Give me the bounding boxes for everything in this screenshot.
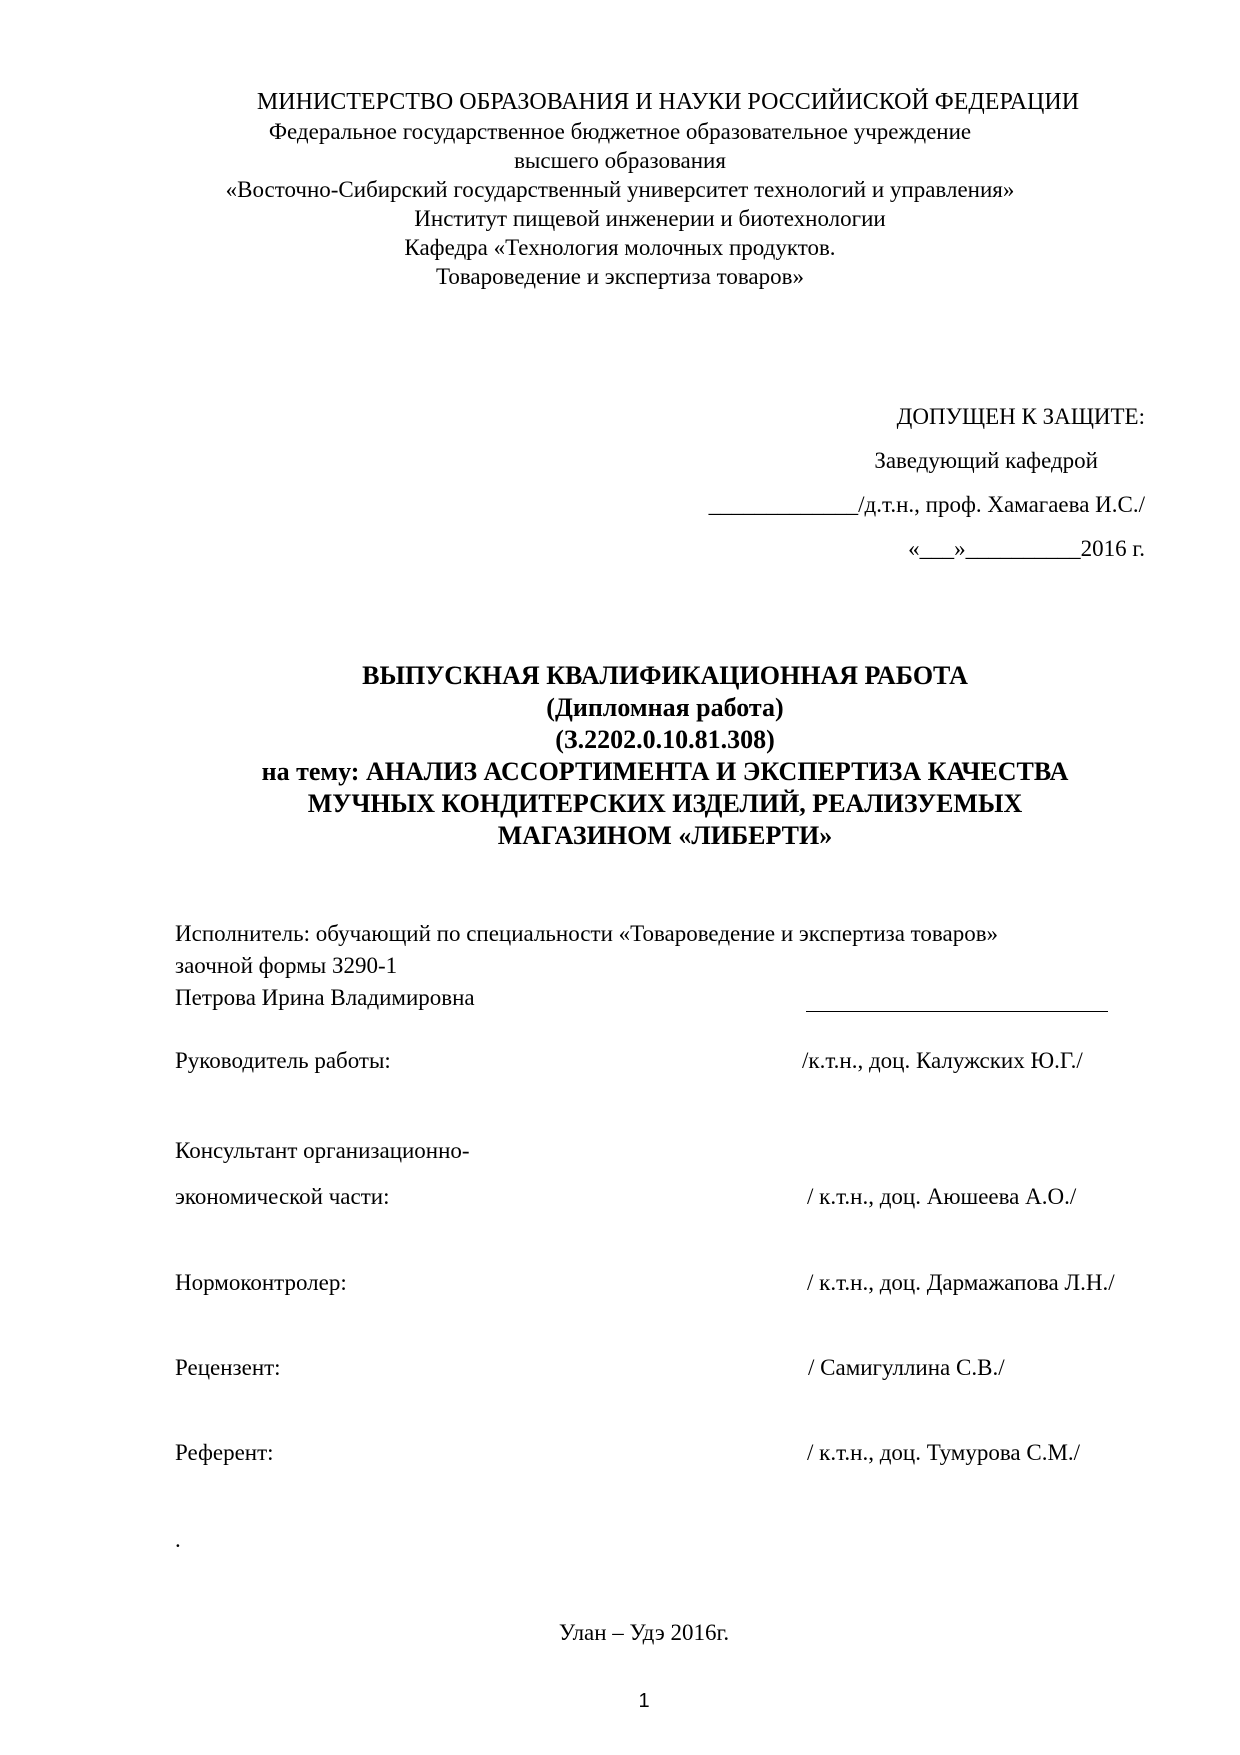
thesis-topic-line-3: МАГАЗИНОМ «ЛИБЕРТИ» bbox=[497, 821, 833, 850]
consultant-value: / к.т.н., доц. Аюшеева А.О./ bbox=[807, 1184, 1077, 1209]
institution-type: Федеральное государственное бюджетное образовательное учреждение bbox=[268, 119, 972, 144]
performer-line-1: Исполнитель: обучающий по специальности «Товароведение и экспертиза товаров» bbox=[175, 921, 999, 946]
reviewer-label: Рецензент: bbox=[175, 1355, 281, 1380]
head-signature-line: _____________/д.т.н., проф. Хамагаева И.С./ bbox=[708, 492, 1145, 517]
stray-dot: . bbox=[175, 1527, 181, 1552]
consultant-label-2: экономической части: bbox=[175, 1184, 390, 1209]
thesis-title-block bbox=[0, 660, 1240, 852]
header-block bbox=[0, 88, 1240, 291]
department-line-2: Товароведение и экспертиза товаров» bbox=[436, 264, 804, 289]
admitted-to-defense: ДОПУЩЕН К ЗАЩИТЕ: bbox=[896, 404, 1145, 429]
education-level: высшего образования bbox=[514, 148, 726, 173]
institute-name: Институт пищевой инженерии и биотехнологии bbox=[414, 206, 886, 231]
reviewer-value: / Самигуллина С.В./ bbox=[808, 1355, 1005, 1380]
performer-line-2: заочной формы З290-1 bbox=[175, 953, 398, 978]
supervisor-value: /к.т.н., доц. Калужских Ю.Г./ bbox=[802, 1048, 1083, 1073]
ministry-name: МИНИСТЕРСТВО ОБРАЗОВАНИЯ И НАУКИ РОССИЙИСКОЙ ФЕДЕРАЦИИ bbox=[256, 89, 1080, 115]
consultant-label-1: Консультант организационно- bbox=[175, 1138, 470, 1163]
head-of-department-title: Заведующий кафедрой bbox=[874, 448, 1098, 473]
performer-signature-line bbox=[806, 1011, 1108, 1012]
page-number: 1 bbox=[638, 1690, 650, 1712]
norm-controller-label: Нормоконтролер: bbox=[175, 1270, 347, 1295]
thesis-subtype: (Дипломная работа) bbox=[546, 693, 784, 722]
thesis-type: ВЫПУСКНАЯ КВАЛИФИКАЦИОННАЯ РАБОТА bbox=[362, 661, 968, 690]
thesis-topic-line-1: на тему: АНАЛИЗ АССОРТИМЕНТА И ЭКСПЕРТИЗА КАЧЕСТВА bbox=[261, 757, 1069, 786]
city-year: Улан – Удэ 2016г. bbox=[558, 1620, 730, 1645]
referent-label: Референт: bbox=[175, 1440, 274, 1465]
department-line-1: Кафедра «Технология молочных продуктов. bbox=[404, 235, 836, 260]
supervisor-label: Руководитель работы: bbox=[175, 1048, 391, 1073]
thesis-code: (З.2202.0.10.81.308) bbox=[555, 725, 775, 754]
university-name: «Восточно-Сибирский государственный университет технологий и управления» bbox=[225, 177, 1015, 202]
referent-value: / к.т.н., доц. Тумурова С.М./ bbox=[807, 1440, 1081, 1465]
thesis-topic-line-2: МУЧНЫХ КОНДИТЕРСКИХ ИЗДЕЛИЙ, РЕАЛИЗУЕМЫХ bbox=[307, 789, 1023, 818]
performer-name: Петрова Ирина Владимировна bbox=[175, 985, 475, 1010]
approval-date-line: «___»__________2016 г. bbox=[908, 536, 1145, 561]
norm-controller-value: / к.т.н., доц. Дармажапова Л.Н./ bbox=[807, 1270, 1115, 1295]
